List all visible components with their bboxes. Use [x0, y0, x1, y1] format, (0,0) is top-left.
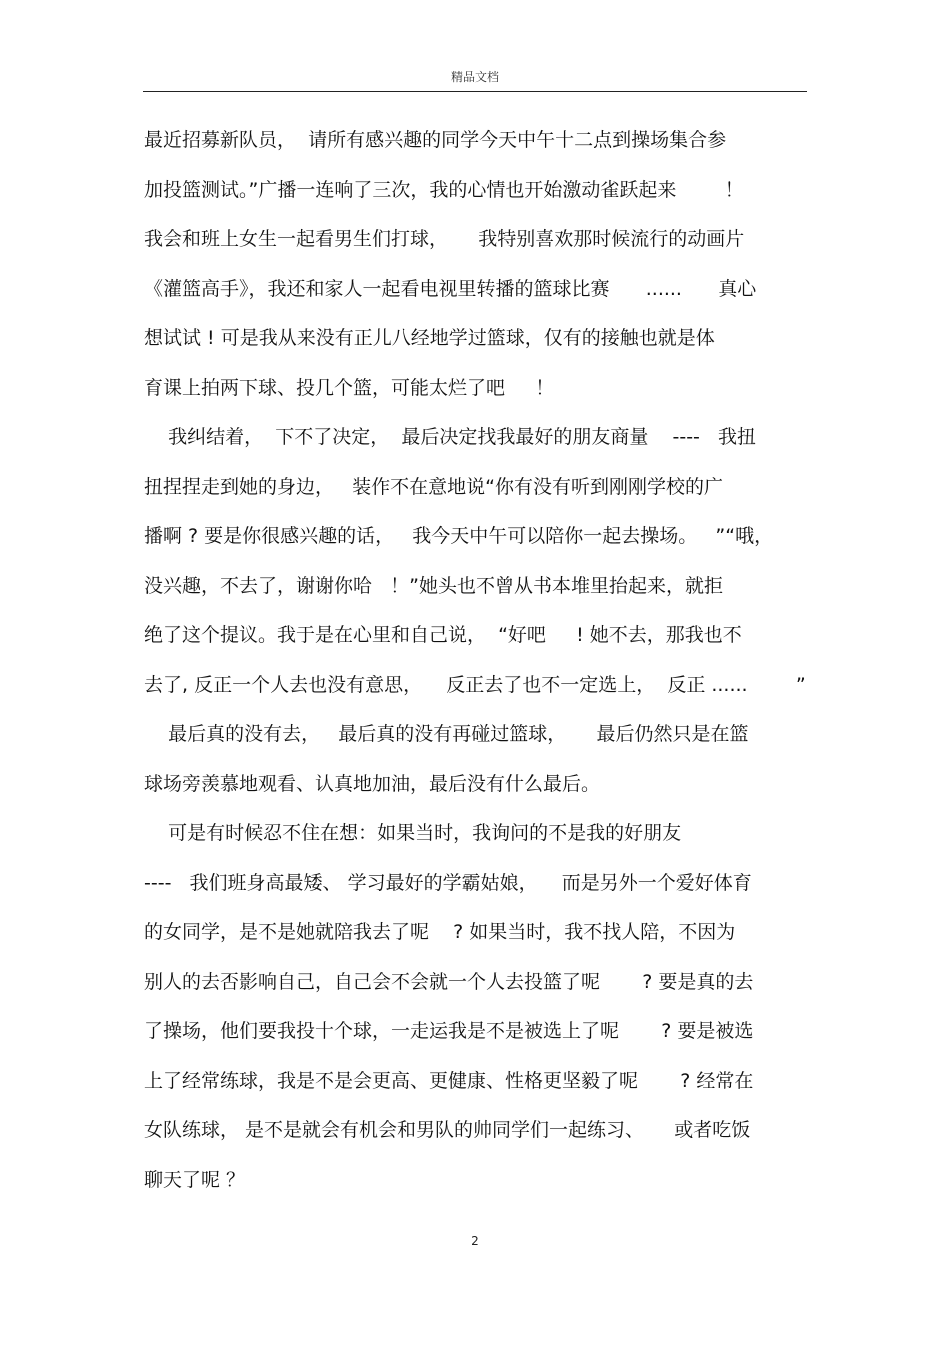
page-header: 精品文档 [450, 70, 499, 84]
text-line: 上了经常练球，我是不是会更高、更健康、性格更坚毅了呢 ? 经常在 [144, 1069, 754, 1092]
text-line: 我会和班上女生一起看男生们打球， 我特别喜欢那时候流行的动画片 [144, 228, 745, 250]
text-line: 《灌篮高手》，我还和家人一起看电视里转播的篮球比赛 ...... 真心 [144, 277, 757, 300]
text-line: 女队练球， 是不是就会有机会和男队的帅同学们一起练习、 或者吃饭 [144, 1119, 751, 1141]
body-text [144, 122, 824, 1211]
text-line: 可是有时候忍不住在想：如果当时，我询问的不是我的好朋友 [144, 822, 682, 844]
text-line: 了操场，他们要我投十个球，一走运我是不是被选上了呢 ? 要是被选 [144, 1020, 754, 1042]
text-line: 绝了这个提议。我于是在心里和自己说， “好吧 ! 她不去，那我也不 [144, 624, 742, 646]
text-line: 育课上拍两下球、投几个篮，可能太烂了吧 ！ [144, 376, 555, 399]
text-line: 最近招募新队员， 请所有感兴趣的同学今天中午十二点到操场集合参 [144, 129, 727, 151]
text-line: 去了, 反正一个人去也没有意思， 反正去了也不一定选上， 反正 ...... ” [144, 673, 806, 696]
text-line: 球场旁羡慕地观看、认真地加油，最后没有什么最后。 [144, 772, 601, 795]
text-line: 播啊 ? 要是你很感兴趣的话， 我今天中午可以陪你一起去操场。 ”“哦， [144, 525, 774, 547]
text-line: 没兴趣，不去了，谢谢你哈 ！”她头也不曾从书本堆里抬起来，就拒 [144, 574, 723, 597]
text-line: 扭捏捏走到她的身边， 装作不在意地说“你有没有听到刚刚学校的广 [144, 475, 723, 498]
page-number: 2 [471, 1234, 479, 1248]
text-line: 想试试 ! 可是我从来没有正儿八经地学过篮球，仅有的接触也就是体 [144, 327, 715, 349]
text-line: 别人的去否影响自己，自己会不会就一个人去投篮了呢 ? 要是真的去 [144, 970, 754, 993]
text-line: 加投篮测试。”广播一连响了三次，我的心情也开始激动雀跃起来 ！ [144, 178, 744, 201]
text-line: 的女同学，是不是她就陪我去了呢 ? 如果当时，我不找人陪，不因为 [144, 921, 736, 943]
text-line: ---- 我们班身高最矮、 学习最好的学霸姑娘， 而是另外一个爱好体育 [144, 871, 752, 894]
header-divider [143, 91, 807, 92]
text-line: 聊天了呢 ？ [144, 1168, 246, 1191]
text-line: 最后真的没有去， 最后真的没有再碰过篮球， 最后仍然只是在篮 [144, 723, 749, 745]
text-line: 我纠结着， 下不了决定， 最后决定找我最好的朋友商量 ---- 我扭 [144, 426, 757, 448]
